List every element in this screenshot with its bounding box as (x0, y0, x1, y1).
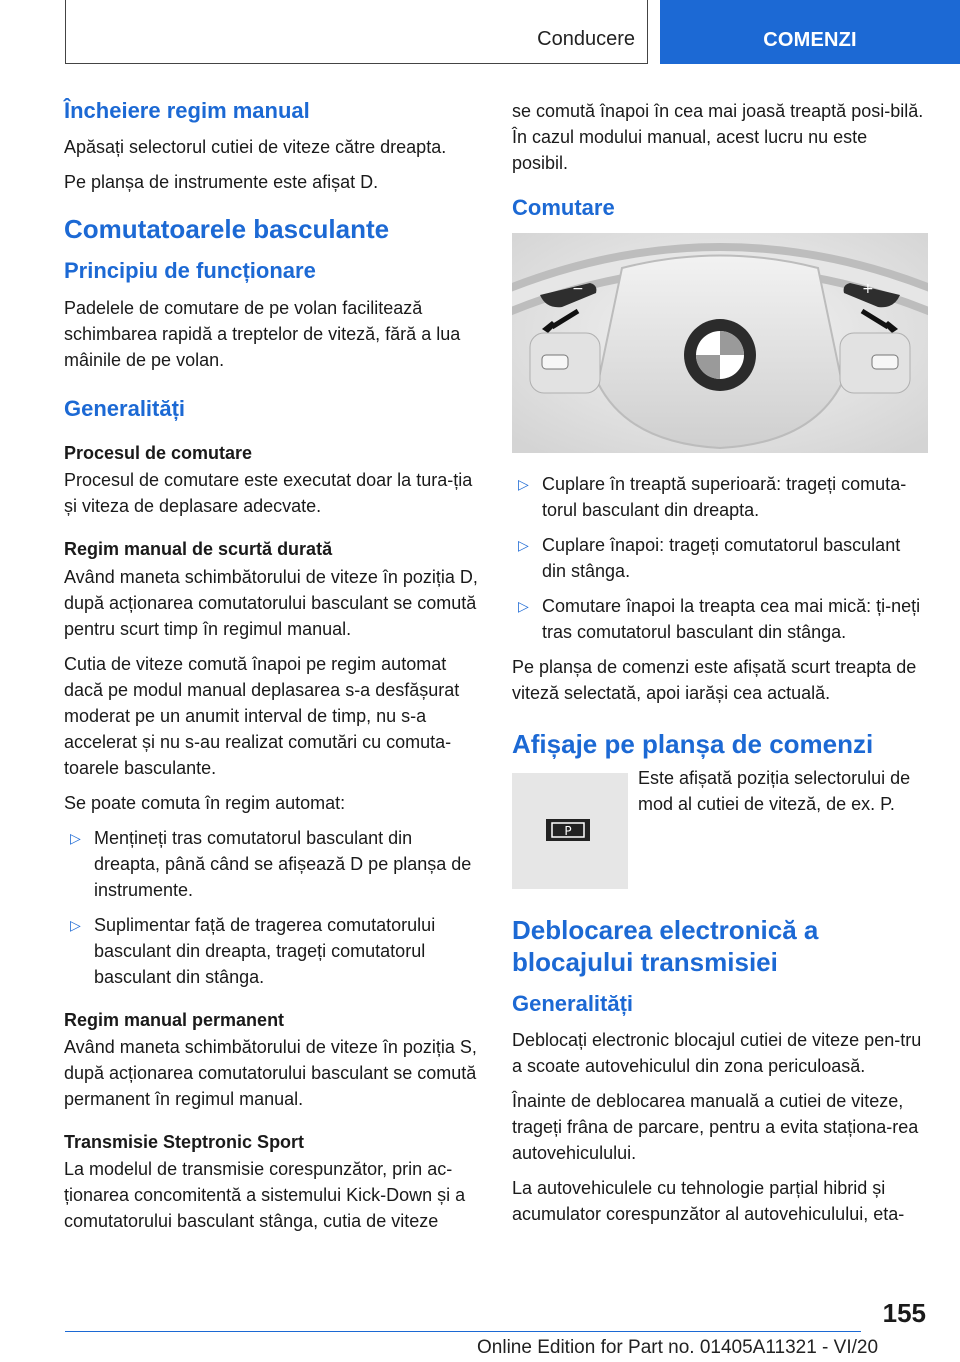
right-column (512, 98, 928, 1236)
header-chapter-tab[interactable] (660, 0, 960, 64)
text-principle: Padelele de comutare de pe volan facilitează schimbarea rapidă a treptelor de viteză, fără a lua mâinile de pe volan. (64, 297, 461, 370)
header-chapter-label: COMENZI (763, 29, 857, 51)
list-item: ▷ Cuplare înapoi: trageți comutatorul basculant din stânga. (512, 532, 928, 584)
triangle-bullet-icon: ▷ (518, 537, 529, 554)
heading-unlock: Deblocarea electronică a blocajului transmisiei (512, 915, 819, 977)
edition-footer: Online Edition for Part no. 01405A11321 - VI/20 (477, 1337, 879, 1358)
text-short-manual-1: Având maneta schimbătorului de viteze în poziția D, după acționarea comutatorului basculant se comută pentru scurt timp în regimul manual. (64, 566, 478, 639)
text-unlock-3: La autovehiculele cu tehnologie parțial hibrid și acumulator corespunzător al autovehiculului, eta- (512, 1177, 905, 1224)
heading-principle: Principiu de funcționare (64, 258, 316, 284)
list-item: ▷ Suplimentar față de tragerea comutatorului basculant din dreapta, trageți comutatorul basculant din stânga. (64, 912, 480, 990)
text-end-manual-1: Apăsați selectorul cutiei de viteze către dreapta. (64, 137, 447, 158)
header-section-box (65, 0, 648, 64)
text-sport: La modelul de transmisie corespunzător, prin ac-ționarea concomitentă a sistemului Kick-Down și a comutatorului basculant stânga, cutia de viteze (64, 1159, 466, 1232)
heading-process: Procesul de comutare (64, 442, 253, 463)
triangle-bullet-icon: ▷ (518, 476, 529, 493)
header-section-title: Conducere (537, 28, 635, 50)
heading-general-2: Generalități (512, 990, 634, 1016)
text-end-manual-2: Pe planșa de instrumente este afișat D. (64, 172, 379, 193)
list-item: ▷ Comutare înapoi la treapta cea mai mică: ți-neți tras comutatorul basculant din stânga. (512, 593, 928, 645)
text-short-manual-2: Cutia de viteze comută înapoi pe regim automat dacă pe modul manual deplasarea s-a desfășurat moderat pe un anumit interval de timp, nu s-a accelerat și nu s-au realizat comutări cu comuta-toarele basculante. (64, 653, 460, 778)
heading-sport: Transmisie Steptronic Sport (64, 1132, 305, 1153)
steering-wheel-figure (512, 233, 928, 453)
list-item: ▷ Cuplare în treaptă superioară: trageți comuta-torul basculant din dreapta. (512, 471, 928, 523)
text-unlock-1: Deblocați electronic blocajul cutiei de viteze pen-tru a scoate autovehiculul din zona periculoasă. (512, 1029, 922, 1076)
text-switching: Pe planșa de comenzi este afișată scurt treapta de viteză selectată, apoi iarăși cea actuală. (512, 657, 917, 704)
text-short-manual-3: Se poate comuta în regim automat: (64, 792, 346, 813)
gear-symbol-p: P (564, 824, 572, 839)
heading-paddles: Comutatoarele basculante (64, 214, 390, 245)
footer-divider (65, 1331, 861, 1332)
text-process: Procesul de comutare este executat doar la tura-ția și viteza de deplasare adecvate. (64, 470, 473, 517)
heading-permanent-manual: Regim manual permanent (64, 1009, 285, 1030)
list-switching (512, 471, 928, 645)
text-unlock-2: Înainte de deblocarea manuală a cutiei de viteze, trageți frâna de parcare, pentru a evita staționa-rea autovehiculului. (512, 1090, 919, 1163)
minus-label: − (572, 281, 584, 298)
heading-display: Afișaje pe planșa de comenzi (512, 729, 874, 760)
heading-switching: Comutare (512, 195, 615, 220)
triangle-bullet-icon: ▷ (70, 829, 81, 846)
text-continued: se comută înapoi în cea mai joasă treaptă posi-bilă. În cazul modului manual, acest lucru nu este posibil. (512, 101, 924, 173)
triangle-bullet-icon: ▷ (518, 598, 529, 615)
list-item: ▷ Mențineți tras comutatorul basculant din dreapta, până când se afișează D pe planșa de instrumente. (64, 825, 480, 903)
page-number: 155 (882, 1298, 926, 1328)
triangle-bullet-icon: ▷ (70, 916, 81, 933)
text-display: Este afișată poziția selectorului de mod al cutiei de viteză, de ex. P. (638, 768, 911, 815)
heading-short-manual: Regim manual de scurtă durată (64, 539, 333, 560)
list-short-manual (64, 825, 480, 990)
text-permanent-manual: Având maneta schimbătorului de viteze în poziția S, după acționarea comutatorului basculant se comută permanent în regimul manual. (64, 1037, 477, 1110)
display-row (512, 768, 928, 891)
gear-display-figure (512, 773, 628, 889)
plus-label: + (862, 281, 874, 298)
left-column (64, 98, 480, 1243)
heading-end-manual: Încheiere regim manual (64, 98, 310, 123)
heading-general: Generalități (64, 395, 186, 421)
